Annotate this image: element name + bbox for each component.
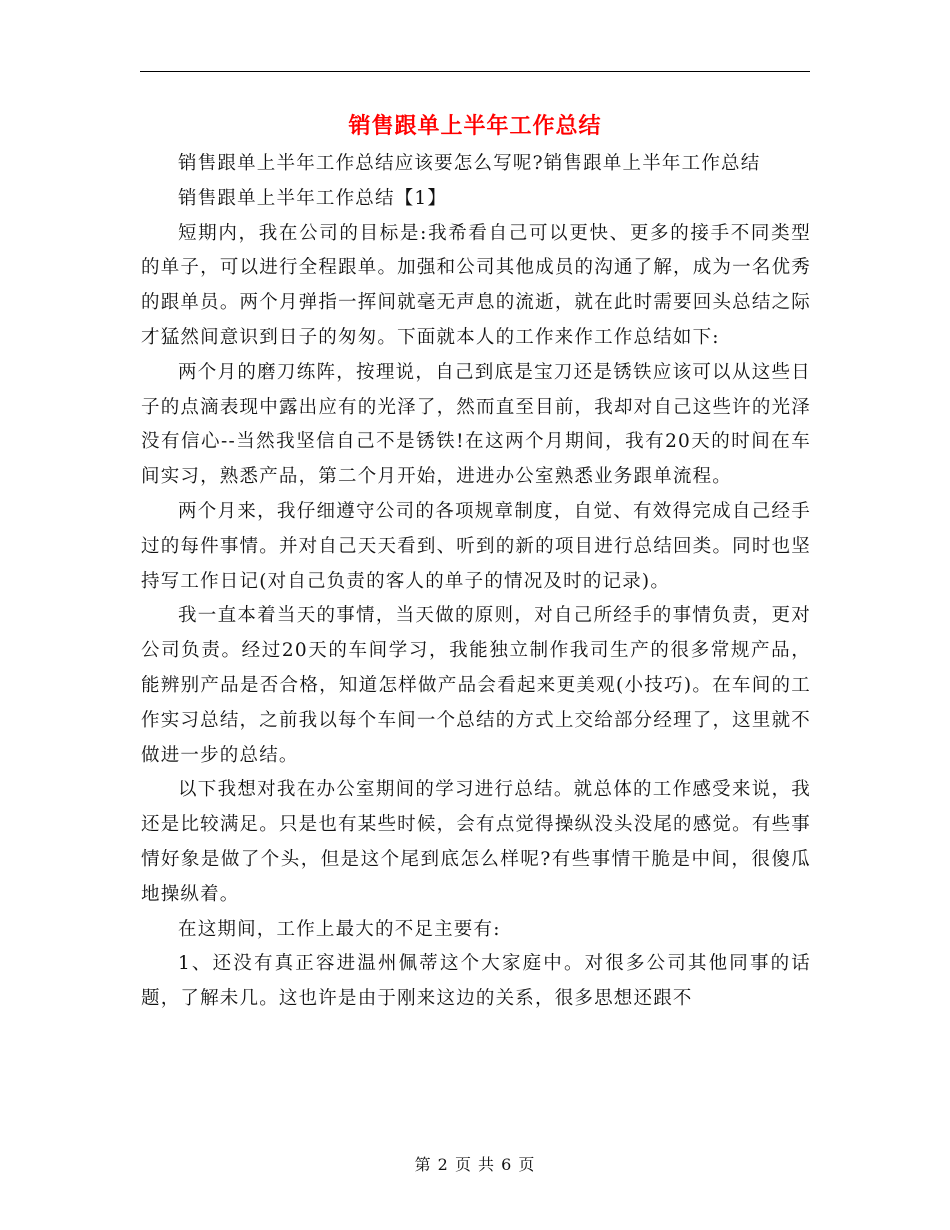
- paragraph-intro: 销售跟单上半年工作总结应该要怎么写呢?销售跟单上半年工作总结: [178, 153, 761, 174]
- section-heading: 销售跟单上半年工作总结【1】: [178, 187, 448, 209]
- paragraph: 1、还没有真正容进温州佩蒂这个大家庭中。对很多公司其他同事的话题，了解未几。这也许是由于刚来这边的关系，很多思想还跟不: [141, 953, 811, 1010]
- document-title: 销售跟单上半年工作总结: [348, 113, 602, 139]
- paragraph: 短期内，我在公司的目标是:我希看自己可以更快、更多的接手不同类型的单子，可以进行全程跟单。加强和公司其他成员的沟通了解，成为一名优秀的跟单员。两个月弹指一挥间就毫无声息的流逝，就在此时需要回头总结之际才猛然间意识到日子的匆匆。下面就本人的工作来作工作总结如下:: [141, 222, 811, 348]
- page-number: 第 2 页 共 6 页: [414, 1155, 536, 1174]
- header-rule: [140, 71, 810, 72]
- paragraph: 我一直本着当天的事情，当天做的原则，对自己所经手的事情负责，更对公司负责。经过20天的车间学习，我能独立制作我司生产的很多常规产品，能辨别产品是否合格，知道怎样做产品会看起来更美观(小技巧)。在车间的工作实习总结，之前我以每个车间一个总结的方式上交给部分经理了，这里就不做进一步的总结。: [141, 605, 811, 766]
- paragraph: 两个月的磨刀练阵，按理说，自己到底是宝刀还是锈铁应该可以从这些日子的点滴表现中露出应有的光泽了，然而直至目前，我却对自己这些许的光泽没有信心--当然我坚信自己不是锈铁!在这两个月期间，我有20天的时间在车间实习，熟悉产品，第二个月开始，进进办公室熟悉业务跟单流程。: [141, 361, 811, 488]
- document-body: [141, 147, 811, 1017]
- paragraph: 在这期间，工作上最大的不足主要有:: [178, 918, 501, 940]
- paragraph: 两个月来，我仔细遵守公司的各项规章制度，自觉、有效得完成自己经手过的每件事情。并对自己天天看到、听到的新的项目进行总结回类。同时也坚持写工作日记(对自己负责的客人的单子的情况及时的记录)。: [141, 500, 811, 592]
- paragraph: 以下我想对我在办公室期间的学习进行总结。就总体的工作感受来说，我还是比较满足。只是也有某些时候，会有点觉得操纵没头没尾的感觉。有些事情好象是做了个头，但是这个尾到底怎么样呢?有些事情干脆是中间，很傻瓜地操纵着。: [141, 779, 811, 905]
